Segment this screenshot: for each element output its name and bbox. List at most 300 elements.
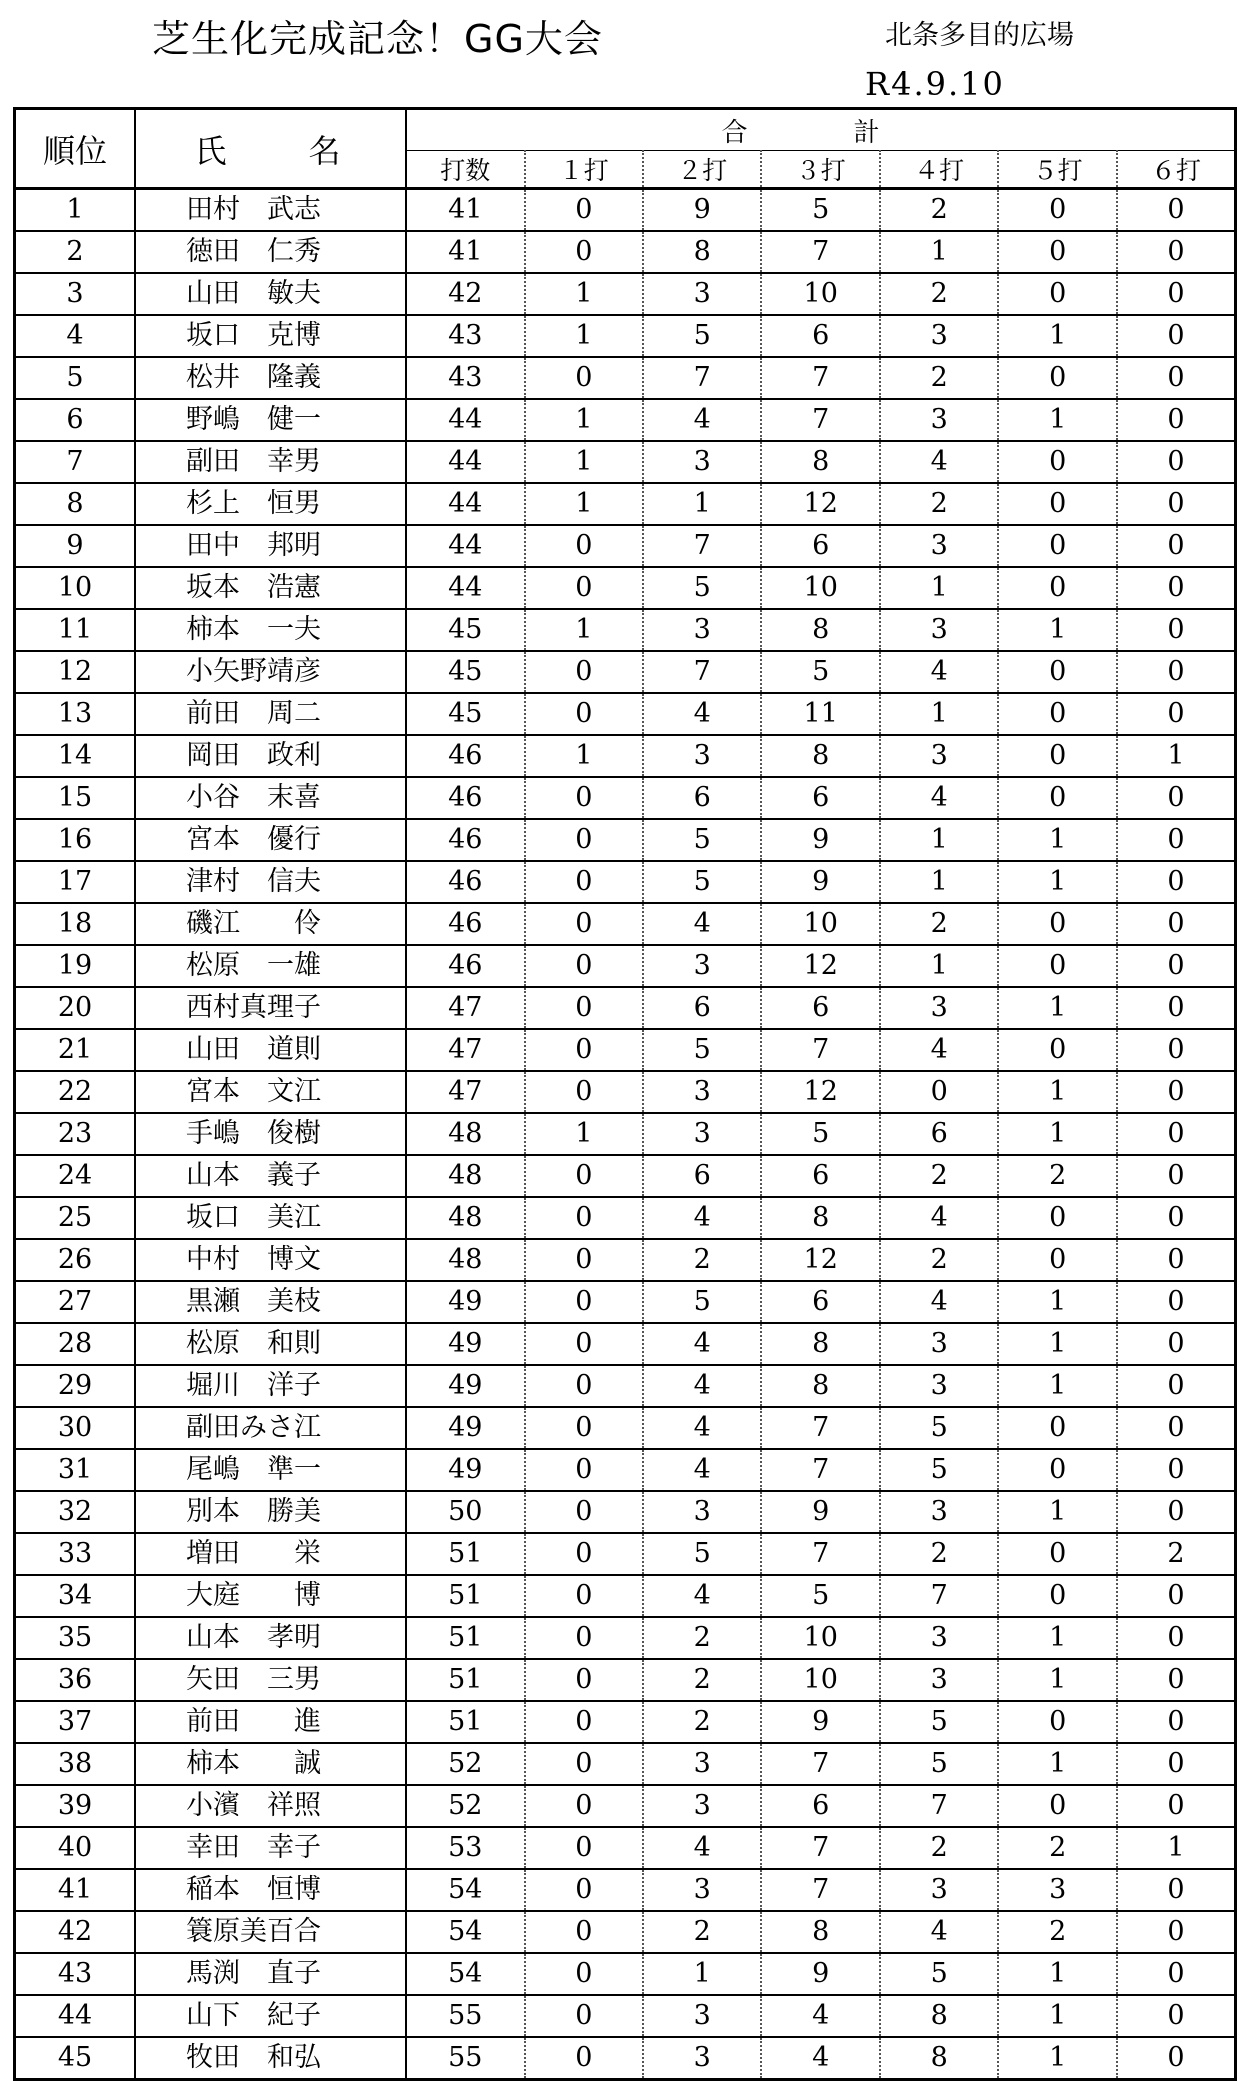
- two-stroke-cell: 3: [643, 2037, 761, 2080]
- two-stroke-cell: 3: [643, 1869, 761, 1911]
- name-cell: [135, 651, 406, 693]
- three-stroke-cell: 10: [761, 903, 879, 945]
- three-stroke-cell: 12: [761, 1071, 879, 1113]
- name-cell: [135, 1575, 406, 1617]
- rank-cell: 22: [15, 1071, 135, 1113]
- three-stroke-cell: 5: [761, 1575, 879, 1617]
- player-name: 松原 和則: [185, 1328, 321, 1359]
- three-stroke-cell: 10: [761, 1617, 879, 1659]
- name-cell: [135, 945, 406, 987]
- strokes-cell: 54: [406, 1953, 524, 1995]
- rank-cell: 33: [15, 1533, 135, 1575]
- five-stroke-cell: 1: [998, 315, 1116, 357]
- name-cell: [135, 1953, 406, 1995]
- five-stroke-cell: 0: [998, 777, 1116, 819]
- two-stroke-cell: 2: [643, 1659, 761, 1701]
- six-stroke-cell: 0: [1117, 1281, 1236, 1323]
- table-body: [15, 189, 1236, 2080]
- two-stroke-cell: 3: [643, 735, 761, 777]
- player-name: 小谷 末喜: [185, 782, 321, 813]
- table-row: [15, 567, 1236, 609]
- one-stroke-cell: 1: [525, 609, 643, 651]
- name-cell: [135, 357, 406, 399]
- name-cell: [135, 1071, 406, 1113]
- rank-cell: 37: [15, 1701, 135, 1743]
- player-name: 松原 一雄: [185, 950, 321, 981]
- three-stroke-cell: 10: [761, 273, 879, 315]
- six-stroke-cell: 0: [1117, 1701, 1236, 1743]
- four-stroke-cell: 5: [880, 1407, 998, 1449]
- three-stroke-cell: 12: [761, 945, 879, 987]
- five-stroke-cell: 2: [998, 1827, 1116, 1869]
- table-row: [15, 945, 1236, 987]
- six-stroke-cell: 0: [1117, 1449, 1236, 1491]
- strokes-cell: 53: [406, 1827, 524, 1869]
- one-stroke-cell: 0: [525, 1659, 643, 1701]
- table-row: [15, 861, 1236, 903]
- event-date: R4.9.10: [865, 65, 1005, 103]
- five-stroke-cell: 0: [998, 231, 1116, 273]
- six-stroke-cell: 0: [1117, 1071, 1236, 1113]
- strokes-cell: 48: [406, 1239, 524, 1281]
- strokes-cell: 49: [406, 1407, 524, 1449]
- player-name: 宮本 優行: [185, 824, 321, 855]
- player-name: 杉上 恒男: [185, 488, 321, 519]
- table-row: [15, 1659, 1236, 1701]
- three-stroke-cell: 11: [761, 693, 879, 735]
- venue-label: 北条多目的広場: [885, 20, 1074, 51]
- five-stroke-cell: 0: [998, 903, 1116, 945]
- four-stroke-cell: 7: [880, 1575, 998, 1617]
- six-stroke-cell: 0: [1117, 483, 1236, 525]
- two-stroke-cell: 5: [643, 1029, 761, 1071]
- two-stroke-cell: 3: [643, 441, 761, 483]
- strokes-cell: 46: [406, 819, 524, 861]
- three-stroke-cell: 5: [761, 651, 879, 693]
- name-cell: [135, 231, 406, 273]
- table-row: [15, 1491, 1236, 1533]
- six-stroke-cell: 0: [1117, 777, 1236, 819]
- five-stroke-cell: 0: [998, 441, 1116, 483]
- two-stroke-cell: 3: [643, 1743, 761, 1785]
- three-stroke-cell: 9: [761, 1491, 879, 1533]
- three-stroke-cell: 4: [761, 1995, 879, 2037]
- two-stroke-cell: 3: [643, 1071, 761, 1113]
- three-stroke-cell: 8: [761, 1323, 879, 1365]
- player-name: 稲本 恒博: [185, 1874, 321, 1905]
- four-stroke-cell: 1: [880, 693, 998, 735]
- three-stroke-cell: 12: [761, 483, 879, 525]
- six-stroke-cell: 0: [1117, 1113, 1236, 1155]
- rank-cell: 30: [15, 1407, 135, 1449]
- table-row: [15, 525, 1236, 567]
- five-stroke-cell: 1: [998, 1071, 1116, 1113]
- rank-cell: 43: [15, 1953, 135, 1995]
- table-row: [15, 1281, 1236, 1323]
- five-stroke-cell: 1: [998, 1491, 1116, 1533]
- strokes-cell: 46: [406, 777, 524, 819]
- four-stroke-cell: 2: [880, 903, 998, 945]
- name-cell: [135, 189, 406, 232]
- six-stroke-cell: 0: [1117, 693, 1236, 735]
- player-name: 副田みさ江: [185, 1412, 321, 1443]
- player-name: 田中 邦明: [185, 530, 321, 561]
- five-stroke-cell: 0: [998, 525, 1116, 567]
- five-stroke-cell: 0: [998, 1701, 1116, 1743]
- one-stroke-cell: 0: [525, 231, 643, 273]
- rank-cell: 32: [15, 1491, 135, 1533]
- player-name: 副田 幸男: [185, 446, 321, 477]
- four-stroke-cell: 3: [880, 735, 998, 777]
- rank-cell: 44: [15, 1995, 135, 2037]
- four-stroke-cell: 4: [880, 1281, 998, 1323]
- strokes-cell: 51: [406, 1701, 524, 1743]
- five-stroke-cell: 0: [998, 1575, 1116, 1617]
- five-stroke-cell: 0: [998, 945, 1116, 987]
- player-name: 大庭 博: [185, 1580, 321, 1611]
- name-cell: [135, 1659, 406, 1701]
- name-cell: [135, 399, 406, 441]
- three-stroke-cell: 9: [761, 1953, 879, 1995]
- name-cell: [135, 1155, 406, 1197]
- three-stroke-cell: 10: [761, 567, 879, 609]
- two-stroke-cell: 2: [643, 1911, 761, 1953]
- document-title: 芝生化完成記念！GG大会: [152, 17, 603, 61]
- rank-cell: 8: [15, 483, 135, 525]
- strokes-cell: 49: [406, 1365, 524, 1407]
- table-row: [15, 1911, 1236, 1953]
- four-stroke-cell: 3: [880, 1617, 998, 1659]
- two-stroke-cell: 1: [643, 1953, 761, 1995]
- four-stroke-cell: 0: [880, 1071, 998, 1113]
- header-3-stroke: ３打: [761, 151, 879, 189]
- five-stroke-cell: 0: [998, 483, 1116, 525]
- one-stroke-cell: 0: [525, 1449, 643, 1491]
- player-name: 坂口 美江: [185, 1202, 321, 1233]
- six-stroke-cell: 0: [1117, 315, 1236, 357]
- six-stroke-cell: 0: [1117, 945, 1236, 987]
- one-stroke-cell: 0: [525, 1197, 643, 1239]
- strokes-cell: 44: [406, 441, 524, 483]
- five-stroke-cell: 0: [998, 1533, 1116, 1575]
- player-name: 山下 紀子: [185, 2000, 321, 2031]
- table-row: [15, 1953, 1236, 1995]
- name-cell: [135, 2037, 406, 2080]
- two-stroke-cell: 3: [643, 1785, 761, 1827]
- six-stroke-cell: 0: [1117, 651, 1236, 693]
- two-stroke-cell: 2: [643, 1617, 761, 1659]
- six-stroke-cell: 0: [1117, 273, 1236, 315]
- two-stroke-cell: 3: [643, 609, 761, 651]
- three-stroke-cell: 7: [761, 1869, 879, 1911]
- table-row: [15, 189, 1236, 232]
- rank-cell: 3: [15, 273, 135, 315]
- one-stroke-cell: 0: [525, 1743, 643, 1785]
- table-row: [15, 2037, 1236, 2080]
- name-cell: [135, 525, 406, 567]
- player-name: 柿本 一夫: [185, 614, 321, 645]
- strokes-cell: 44: [406, 399, 524, 441]
- table-row: [15, 1785, 1236, 1827]
- four-stroke-cell: 5: [880, 1953, 998, 1995]
- two-stroke-cell: 4: [643, 1575, 761, 1617]
- table-row: [15, 357, 1236, 399]
- three-stroke-cell: 6: [761, 1281, 879, 1323]
- two-stroke-cell: 7: [643, 651, 761, 693]
- six-stroke-cell: 0: [1117, 1029, 1236, 1071]
- three-stroke-cell: 7: [761, 1827, 879, 1869]
- one-stroke-cell: 0: [525, 1491, 643, 1533]
- rank-cell: 26: [15, 1239, 135, 1281]
- one-stroke-cell: 0: [525, 1239, 643, 1281]
- table-header: [15, 109, 1236, 189]
- name-cell: [135, 903, 406, 945]
- six-stroke-cell: 0: [1117, 1407, 1236, 1449]
- three-stroke-cell: 7: [761, 1407, 879, 1449]
- player-name: 徳田 仁秀: [185, 236, 321, 267]
- six-stroke-cell: 0: [1117, 1953, 1236, 1995]
- rank-cell: 41: [15, 1869, 135, 1911]
- four-stroke-cell: 2: [880, 357, 998, 399]
- table-row: [15, 1617, 1236, 1659]
- header-rank: 順位: [15, 109, 135, 189]
- player-name: 中村 博文: [185, 1244, 321, 1275]
- strokes-cell: 52: [406, 1785, 524, 1827]
- rank-cell: 10: [15, 567, 135, 609]
- five-stroke-cell: 1: [998, 1953, 1116, 1995]
- six-stroke-cell: 0: [1117, 357, 1236, 399]
- rank-cell: 23: [15, 1113, 135, 1155]
- five-stroke-cell: 1: [998, 1113, 1116, 1155]
- five-stroke-cell: 0: [998, 693, 1116, 735]
- rank-cell: 11: [15, 609, 135, 651]
- six-stroke-cell: 0: [1117, 1197, 1236, 1239]
- strokes-cell: 46: [406, 735, 524, 777]
- strokes-cell: 44: [406, 567, 524, 609]
- rank-cell: 27: [15, 1281, 135, 1323]
- player-name: 山田 敏夫: [185, 278, 321, 309]
- strokes-cell: 44: [406, 483, 524, 525]
- table-row: [15, 1323, 1236, 1365]
- four-stroke-cell: 2: [880, 1533, 998, 1575]
- four-stroke-cell: 3: [880, 1491, 998, 1533]
- strokes-cell: 47: [406, 1071, 524, 1113]
- rank-cell: 38: [15, 1743, 135, 1785]
- player-name: 柿本 誠: [185, 1748, 321, 1779]
- player-name: 野嶋 健一: [185, 404, 321, 435]
- table-row: [15, 987, 1236, 1029]
- two-stroke-cell: 4: [643, 1323, 761, 1365]
- six-stroke-cell: 0: [1117, 1617, 1236, 1659]
- six-stroke-cell: 0: [1117, 903, 1236, 945]
- name-cell: [135, 693, 406, 735]
- five-stroke-cell: 0: [998, 273, 1116, 315]
- rank-cell: 18: [15, 903, 135, 945]
- rank-cell: 16: [15, 819, 135, 861]
- six-stroke-cell: 0: [1117, 1785, 1236, 1827]
- three-stroke-cell: 8: [761, 441, 879, 483]
- one-stroke-cell: 0: [525, 1701, 643, 1743]
- rank-cell: 42: [15, 1911, 135, 1953]
- one-stroke-cell: 0: [525, 2037, 643, 2080]
- three-stroke-cell: 7: [761, 399, 879, 441]
- rank-cell: 5: [15, 357, 135, 399]
- name-cell: [135, 441, 406, 483]
- table-row: [15, 483, 1236, 525]
- rank-cell: 40: [15, 1827, 135, 1869]
- two-stroke-cell: 4: [643, 1365, 761, 1407]
- name-cell: [135, 1869, 406, 1911]
- one-stroke-cell: 0: [525, 987, 643, 1029]
- one-stroke-cell: 0: [525, 189, 643, 232]
- four-stroke-cell: 4: [880, 1197, 998, 1239]
- four-stroke-cell: 5: [880, 1743, 998, 1785]
- rank-cell: 29: [15, 1365, 135, 1407]
- three-stroke-cell: 7: [761, 357, 879, 399]
- rank-cell: 4: [15, 315, 135, 357]
- name-cell: [135, 987, 406, 1029]
- table-row: [15, 1029, 1236, 1071]
- strokes-cell: 46: [406, 945, 524, 987]
- six-stroke-cell: 0: [1117, 987, 1236, 1029]
- three-stroke-cell: 6: [761, 1155, 879, 1197]
- name-cell: [135, 1491, 406, 1533]
- strokes-cell: 51: [406, 1533, 524, 1575]
- five-stroke-cell: 1: [998, 861, 1116, 903]
- strokes-cell: 47: [406, 987, 524, 1029]
- six-stroke-cell: 2: [1117, 1533, 1236, 1575]
- table-row: [15, 1869, 1236, 1911]
- one-stroke-cell: 0: [525, 1911, 643, 1953]
- one-stroke-cell: 0: [525, 357, 643, 399]
- four-stroke-cell: 1: [880, 861, 998, 903]
- two-stroke-cell: 5: [643, 1281, 761, 1323]
- four-stroke-cell: 4: [880, 777, 998, 819]
- two-stroke-cell: 2: [643, 1239, 761, 1281]
- strokes-cell: 52: [406, 1743, 524, 1785]
- header-strokes: 打数: [406, 151, 524, 189]
- four-stroke-cell: 8: [880, 2037, 998, 2080]
- three-stroke-cell: 7: [761, 1029, 879, 1071]
- rank-cell: 36: [15, 1659, 135, 1701]
- header-total: 合 計: [406, 109, 1235, 151]
- four-stroke-cell: 7: [880, 1785, 998, 1827]
- strokes-cell: 44: [406, 525, 524, 567]
- two-stroke-cell: 4: [643, 1407, 761, 1449]
- rank-cell: 14: [15, 735, 135, 777]
- name-cell: [135, 567, 406, 609]
- strokes-cell: 49: [406, 1323, 524, 1365]
- rank-cell: 45: [15, 2037, 135, 2080]
- strokes-cell: 42: [406, 273, 524, 315]
- rank-cell: 25: [15, 1197, 135, 1239]
- two-stroke-cell: 6: [643, 777, 761, 819]
- results-table: [13, 107, 1237, 2081]
- two-stroke-cell: 6: [643, 987, 761, 1029]
- one-stroke-cell: 0: [525, 1029, 643, 1071]
- four-stroke-cell: 2: [880, 1827, 998, 1869]
- five-stroke-cell: 1: [998, 2037, 1116, 2080]
- name-cell: [135, 1029, 406, 1071]
- table-row: [15, 1827, 1236, 1869]
- player-name: 山本 義子: [185, 1160, 321, 1191]
- three-stroke-cell: 8: [761, 609, 879, 651]
- player-name: 磯江 伶: [185, 908, 321, 939]
- two-stroke-cell: 4: [643, 903, 761, 945]
- player-name: 西村真理子: [185, 992, 321, 1023]
- four-stroke-cell: 3: [880, 1323, 998, 1365]
- one-stroke-cell: 0: [525, 1995, 643, 2037]
- player-name: 小濱 祥照: [185, 1790, 321, 1821]
- five-stroke-cell: 0: [998, 735, 1116, 777]
- three-stroke-cell: 10: [761, 1659, 879, 1701]
- five-stroke-cell: 0: [998, 189, 1116, 232]
- rank-cell: 34: [15, 1575, 135, 1617]
- two-stroke-cell: 3: [643, 1113, 761, 1155]
- three-stroke-cell: 8: [761, 1365, 879, 1407]
- table-row: [15, 819, 1236, 861]
- four-stroke-cell: 3: [880, 1365, 998, 1407]
- two-stroke-cell: 3: [643, 1995, 761, 2037]
- table-row: [15, 441, 1236, 483]
- one-stroke-cell: 1: [525, 735, 643, 777]
- table-row: [15, 1995, 1236, 2037]
- two-stroke-cell: 4: [643, 1197, 761, 1239]
- four-stroke-cell: 1: [880, 819, 998, 861]
- one-stroke-cell: 0: [525, 1785, 643, 1827]
- six-stroke-cell: 0: [1117, 1911, 1236, 1953]
- rank-cell: 21: [15, 1029, 135, 1071]
- five-stroke-cell: 1: [998, 399, 1116, 441]
- table-row: [15, 1449, 1236, 1491]
- name-cell: [135, 1365, 406, 1407]
- three-stroke-cell: 5: [761, 189, 879, 232]
- four-stroke-cell: 4: [880, 1029, 998, 1071]
- four-stroke-cell: 2: [880, 273, 998, 315]
- table-row: [15, 1701, 1236, 1743]
- six-stroke-cell: 0: [1117, 1659, 1236, 1701]
- name-cell: [135, 609, 406, 651]
- table-row: [15, 315, 1236, 357]
- six-stroke-cell: 0: [1117, 189, 1236, 232]
- two-stroke-cell: 7: [643, 357, 761, 399]
- one-stroke-cell: 0: [525, 861, 643, 903]
- six-stroke-cell: 0: [1167, 2042, 1185, 2073]
- strokes-cell: 41: [406, 189, 524, 232]
- three-stroke-cell: 6: [761, 1785, 879, 1827]
- name-cell: [135, 1239, 406, 1281]
- three-stroke-cell: 8: [761, 1197, 879, 1239]
- player-name: 前田 進: [185, 1706, 321, 1737]
- five-stroke-cell: 0: [998, 1239, 1116, 1281]
- five-stroke-cell: 0: [998, 1029, 1116, 1071]
- strokes-cell: 49: [406, 1281, 524, 1323]
- two-stroke-cell: 5: [643, 567, 761, 609]
- four-stroke-cell: 4: [880, 441, 998, 483]
- five-stroke-cell: 1: [998, 1743, 1116, 1785]
- name-cell: [135, 735, 406, 777]
- rank-cell: 24: [15, 1155, 135, 1197]
- name-cell: [135, 1323, 406, 1365]
- table-row: [15, 1365, 1236, 1407]
- player-name: 牧田 和弘: [185, 2042, 321, 2073]
- three-stroke-cell: 6: [761, 777, 879, 819]
- name-cell: [135, 1827, 406, 1869]
- one-stroke-cell: 1: [525, 399, 643, 441]
- player-name: 堀川 洋子: [185, 1370, 321, 1401]
- strokes-cell: 46: [406, 903, 524, 945]
- four-stroke-cell: 4: [880, 651, 998, 693]
